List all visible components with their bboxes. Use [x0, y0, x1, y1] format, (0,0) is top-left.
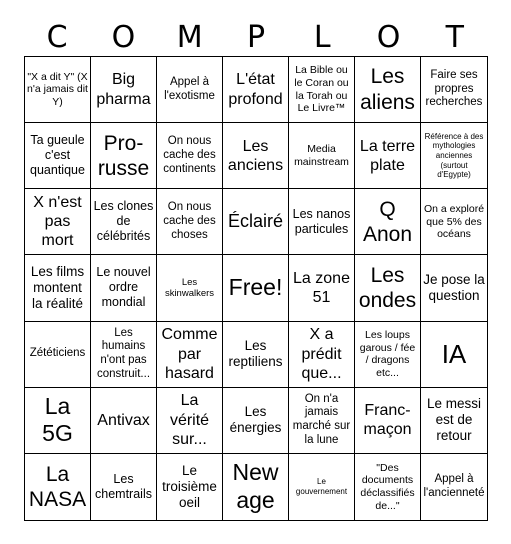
- bingo-cell[interactable]: [421, 189, 487, 255]
- cell-text: Antivax: [97, 411, 150, 429]
- bingo-cell[interactable]: [355, 57, 421, 123]
- cell-text: "X a dit Y" (X n'a jamais dit Y): [27, 70, 88, 108]
- title-letter: T: [445, 20, 464, 55]
- cell-text: Le nouvel ordre mondial: [96, 265, 151, 310]
- cell-text: Comme par hasard: [161, 326, 218, 382]
- bingo-cell[interactable]: [289, 123, 355, 189]
- bingo-cell[interactable]: [289, 255, 355, 321]
- bingo-cell[interactable]: [25, 454, 91, 520]
- bingo-cell[interactable]: [25, 189, 91, 255]
- cell-text: Éclairé: [227, 211, 284, 232]
- bingo-cell[interactable]: [289, 189, 355, 255]
- bingo-cell[interactable]: [355, 255, 421, 321]
- bingo-cell[interactable]: [421, 388, 487, 454]
- cell-text: Pro-russe: [97, 131, 150, 180]
- bingo-cell[interactable]: [157, 454, 223, 520]
- bingo-cell[interactable]: [157, 322, 223, 388]
- bingo-cell[interactable]: [289, 322, 355, 388]
- cell-text: Je pose la question: [423, 271, 485, 303]
- bingo-cell[interactable]: [223, 454, 289, 520]
- bingo-cell[interactable]: [223, 255, 289, 321]
- cell-text: On nous cache des choses: [163, 201, 216, 241]
- cell-text: X n'est pas mort: [33, 194, 82, 250]
- bingo-cell[interactable]: [421, 57, 487, 123]
- bingo-grid: [24, 56, 488, 521]
- bingo-cell[interactable]: [421, 123, 487, 189]
- bingo-cell[interactable]: [91, 189, 157, 255]
- cell-text: L'état profond: [228, 71, 283, 108]
- cell-text: Big pharma: [96, 71, 151, 108]
- bingo-cell[interactable]: [289, 454, 355, 520]
- bingo-cell[interactable]: [421, 322, 487, 388]
- cell-text: Les humains n'ont pas construit...: [96, 326, 151, 380]
- bingo-cell[interactable]: [25, 322, 91, 388]
- cell-text: La 5G: [42, 392, 73, 447]
- cell-text: Les énergies: [229, 404, 282, 436]
- cell-text: On nous cache des continents: [163, 135, 216, 175]
- cell-text: Les films montent la réalité: [30, 263, 85, 312]
- bingo-cell[interactable]: [25, 57, 91, 123]
- bingo-cell[interactable]: [223, 57, 289, 123]
- bingo-cell[interactable]: [91, 255, 157, 321]
- bingo-cell[interactable]: [223, 189, 289, 255]
- bingo-cell[interactable]: [223, 388, 289, 454]
- cell-text: Q Anon: [362, 197, 413, 246]
- cell-text: New age: [232, 459, 279, 513]
- bingo-cell[interactable]: [289, 388, 355, 454]
- cell-text: Le gouvernement: [295, 477, 348, 496]
- cell-text: Les anciens: [227, 137, 284, 174]
- bingo-cell[interactable]: [223, 123, 289, 189]
- cell-text: Zététiciens: [29, 347, 86, 360]
- bingo-cell[interactable]: [25, 255, 91, 321]
- cell-text: Les chemtrails: [95, 471, 152, 501]
- cell-text: Faire ses propres recherches: [425, 68, 483, 109]
- bingo-cell[interactable]: [157, 255, 223, 321]
- cell-text: La terre plate: [359, 137, 416, 174]
- cell-text: On n'a jamais marché sur la lune: [292, 392, 351, 447]
- cell-text: IA: [441, 338, 467, 369]
- cell-text: Référence à des mythologies anciennes (surtout d'Egypte): [424, 131, 484, 180]
- bingo-cell[interactable]: [91, 322, 157, 388]
- bingo-cell[interactable]: [157, 388, 223, 454]
- bingo-cell[interactable]: [355, 123, 421, 189]
- cell-text: Les aliens: [360, 65, 415, 114]
- cell-text: Free!: [228, 274, 283, 301]
- bingo-cell[interactable]: [355, 388, 421, 454]
- cell-text: Le messi est de retour: [426, 395, 482, 444]
- title-letter: O: [376, 20, 401, 55]
- bingo-cell[interactable]: [223, 322, 289, 388]
- cell-text: Les reptiliens: [228, 337, 283, 370]
- bingo-cell[interactable]: [91, 57, 157, 123]
- bingo-cell[interactable]: [91, 123, 157, 189]
- bingo-cell[interactable]: [421, 255, 487, 321]
- bingo-cell[interactable]: [355, 454, 421, 520]
- cell-text: Franc-maçon: [363, 402, 412, 439]
- title-letter: C: [46, 20, 68, 55]
- bingo-cell[interactable]: [355, 322, 421, 388]
- cell-text: Ta gueule c'est quantique: [30, 133, 85, 178]
- title-letter: O: [111, 20, 136, 55]
- cell-text: Les ondes: [358, 263, 417, 312]
- title-letter: L: [313, 20, 331, 55]
- cell-text: Appel à l'ancienneté: [423, 473, 485, 499]
- cell-text: Les loups garous / fée / dragons etc...: [359, 328, 416, 379]
- cell-text: Appel à l'exotisme: [164, 75, 215, 102]
- cell-text: X a prédit que...: [301, 326, 342, 382]
- cell-text: Les clones de célébrités: [93, 199, 154, 244]
- cell-text: La NASA: [28, 462, 87, 511]
- cell-text: La zone 51: [293, 269, 350, 306]
- title-letter: P: [246, 20, 266, 55]
- bingo-cell[interactable]: [157, 189, 223, 255]
- bingo-cell[interactable]: [25, 123, 91, 189]
- cell-text: "Des documents déclassifiés de...": [360, 461, 415, 512]
- cell-text: Media mainstream: [294, 143, 349, 168]
- cell-text: La vérité sur...: [169, 392, 210, 448]
- bingo-cell[interactable]: [91, 388, 157, 454]
- bingo-title: [24, 18, 488, 58]
- cell-text: Les skinwalkers: [164, 276, 215, 299]
- bingo-cell[interactable]: [355, 189, 421, 255]
- bingo-cell[interactable]: [25, 388, 91, 454]
- cell-text: Les nanos particules: [292, 206, 351, 236]
- bingo-cell[interactable]: [421, 454, 487, 520]
- bingo-cell[interactable]: [157, 57, 223, 123]
- cell-text: Le troisième oeil: [162, 462, 217, 511]
- cell-text: On a exploré que 5% des océans: [423, 202, 485, 241]
- bingo-cell[interactable]: [91, 454, 157, 520]
- cell-text: La Bible ou le Coran ou la Torah ou Le Livre™: [294, 64, 349, 115]
- title-letter: M: [176, 20, 203, 55]
- bingo-cell[interactable]: [289, 57, 355, 123]
- bingo-cell[interactable]: [157, 123, 223, 189]
